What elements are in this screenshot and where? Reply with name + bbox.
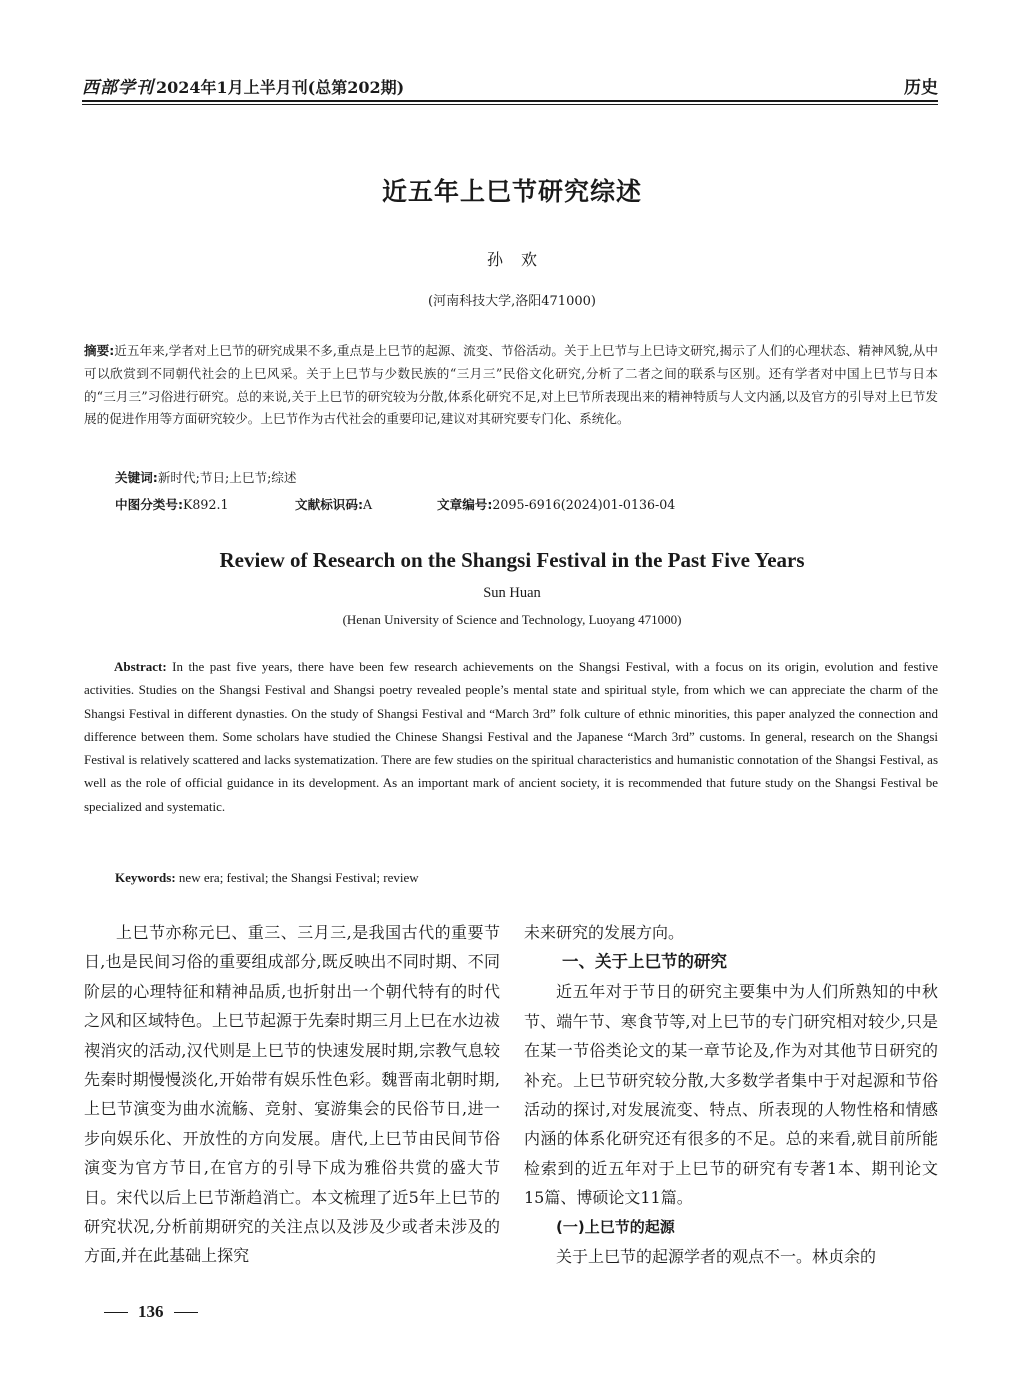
issue-info: 2024年1月上半月刊(总第202期) [156,78,405,97]
subsection-heading-1: (一)上巳节的起源 [556,1217,675,1236]
page-dash-right [174,1312,198,1313]
keywords-text-cn: 新时代;节日;上巳节;综述 [157,470,297,485]
keywords-text-en: new era; festival; the Shangsi Festival; review [178,870,419,885]
keywords-label-cn: 关键词: [115,470,158,485]
article-title-en: Review of Research on the Shangsi Festival in the Past Five Years [219,548,805,572]
clc-code: 中图分类号:K892.1 [115,497,229,512]
section1-paragraph: 近五年对于节日的研究主要集中为人们所熟知的中秋节、端午节、寒食节等,对上巳节的专门研究相对较少,只是在某一节俗类论文的某一章节论及,作为对其他节日研究的补充。上巳节研究较分散,大多数学者集中于对起源和节俗活动的探讨,对发展流变、特点、所表现的人物性格和情感内涵的体系化研究还有很多的不足。总的来看,就目前所能检索到的近五年对于上巳节的研究有专著1本、期刊论文15篇、博硕论文11篇。 [524,982,938,1208]
abstract-text-cn: 近五年来,学者对上巳节的研究成果不多,重点是上巳节的起源、流变、节俗活动。关于上巳节与上巳诗文研究,揭示了人们的心理状态、精神风貌,从中可以欣赏到不同朝代社会的上巳风采。关于上巳节与少数民族的“三月三”民俗文化研究,分析了二者之间的联系与区别。还有学者对中国上巳节与日本的“三月三”习俗进行研究。总的来说,关于上巳节的研究较为分散,体系化研究不足,对上巳节所表现出来的精神特质与人文内涵,以及官方的引导对上巳节发展的促进作用等方面研究较少。上巳节作为古代社会的重要印记,建议对其研究要专门化、系统化。 [84,343,938,427]
abstract-label-cn: 摘要: [84,343,115,358]
body-column-right [524,918,938,1271]
subsection1-paragraph: 关于上巳节的起源学者的观点不一。林贞余的 [556,1246,877,1266]
keywords-en [115,867,419,889]
header-rule-thin [82,104,938,105]
keywords-label-en: Keywords: [115,870,176,885]
article-number: 文章编号:2095-6916(2024)01-0136-04 [437,497,676,512]
page-number: 136 [94,1302,208,1322]
page-dash-left [104,1312,128,1313]
body-column-left [84,918,500,1271]
affiliation-cn: (河南科技大学,洛阳471000) [428,294,596,309]
abstract-en [84,655,938,818]
abstract-text-en: In the past five years, there have been few research achievements on the Shangsi Festival, with a focus on its origin, evolution and festive activities. Studies on the Shangsi Festival and Shangsi poetry revealed people’s mental state and spiritual style, from which we can appreciate the charm of the Shangsi Festival in different dynasties. On the study of Shangsi Festival and “March 3rd” folk culture of ethnic minorities, this paper analyzed the connection and difference between them. Some scholars have studied the Chinese Shangsi Festival and the Japanese “March 3rd” customs. In general, research on the Shangsi Festival is relatively scattered and lacks systematization. There are few studies on the spiritual characteristics and humanistic connotation of the Shangsi Festival, as well as the role of official guidance in its development. As an important mark of ancient society, it is recommended that future study on the Shangsi Festival be specialized and systematic. [84,659,939,814]
section-heading-1: 一、关于上巳节的研究 [562,952,727,972]
abstract-cn [84,340,938,431]
intro-paragraph-continued: 未来研究的发展方向。 [524,923,685,942]
abstract-label-en: Abstract: [114,659,167,674]
journal-logo: 西部学刊 [82,78,154,98]
intro-paragraph: 上巳节亦称元巳、重三、三月三,是我国古代的重要节日,也是民间习俗的重要组成部分,既反映出不同时期、不同阶层的心理特征和精神品质,也折射出一个朝代特有的时代之风和区域特色。上巳节起源于先秦时期三月上巳在水边祓禊消灾的活动,汉代则是上巳节的快速发展时期,宗教气息较先秦时期慢慢淡化,开始带有娱乐性色彩。魏晋南北朝时期,上巳节演变为曲水流觞、竞射、宴游集会的民俗节日,进一步向娱乐化、开放性的方向发展。唐代,上巳节由民间节俗演变为官方节日,在官方的引导下成为雅俗共赏的盛大节日。宋代以后上巳节渐趋消亡。本文梳理了近5年上巳节的研究状况,分析前期研究的关注点以及涉及少或者未涉及的方面,并在此基础上探究 [84,923,501,1266]
section-name: 历史 [904,78,938,98]
header-rule [82,100,938,102]
keywords-cn [115,467,938,489]
document-code: 文献标识码:A [295,497,373,512]
author-cn: 孙欢 [486,250,555,269]
classification-row [115,494,675,516]
header-journal-info [82,73,404,98]
affiliation-en: (Henan University of Science and Technology, Luoyang 471000) [342,612,682,627]
author-en: Sun Huan [483,585,541,601]
running-header [82,72,938,98]
article-title-cn: 近五年上巳节研究综述 [381,177,642,206]
